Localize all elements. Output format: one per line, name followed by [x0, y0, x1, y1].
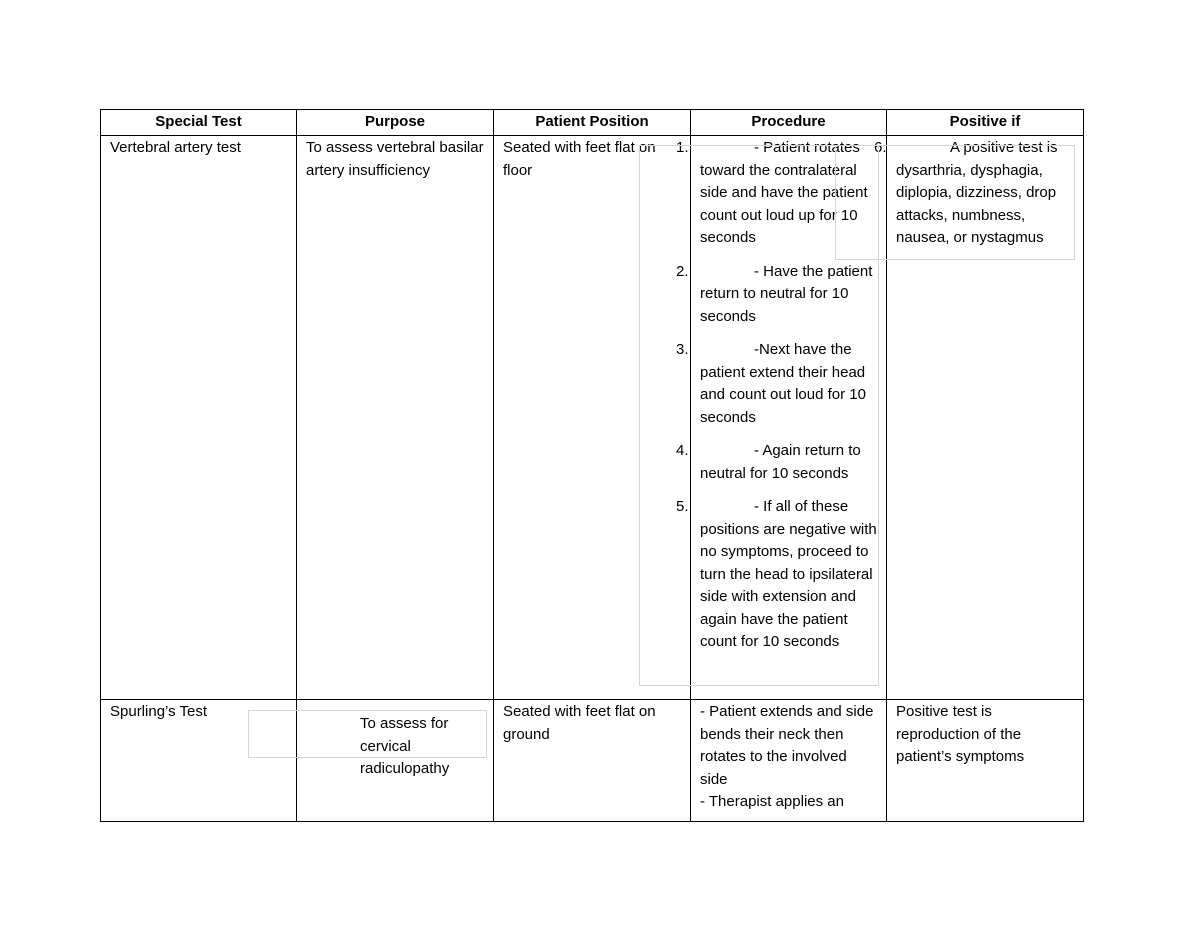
table-row: [101, 136, 1084, 700]
cell-purpose: To assess vertebral basilar artery insufficiency: [297, 136, 494, 700]
procedure-line: - Patient extends and side bends their neck then rotates to the involved side: [700, 703, 874, 788]
cell-positive-if: Positive test is reproduction of the patient’s symptoms: [887, 700, 1084, 822]
cell-test-name: Vertebral artery test: [101, 136, 297, 700]
step-text: - If all of these positions are negative with no symptoms, proceed to turn the head to ipsilateral side with extension and again have the patient count for 10 seconds: [700, 498, 877, 650]
cell-test-name: Spurling’s Test: [101, 700, 297, 822]
cell-positive-if: [874, 136, 1084, 700]
cell-purpose: [297, 700, 494, 822]
positive-text: A positive test is dysarthria, dysphagia, diplopia, dizziness, drop attacks, numbness, nausea, or nystagmus: [896, 139, 1058, 246]
header-patient-position: Patient Position: [494, 110, 691, 136]
procedure-step: [676, 496, 877, 654]
procedure-step: [676, 261, 877, 329]
header-special-test: Special Test: [101, 110, 297, 136]
step-text: - Patient rotates toward the contralateral side and have the patient count out loud up for 10 seconds: [700, 139, 868, 246]
header-procedure: Procedure: [691, 110, 887, 136]
step-number: 6.: [874, 139, 887, 156]
header-positive-if: Positive if: [887, 110, 1084, 136]
procedure-step: [676, 440, 877, 485]
step-number: 1.: [676, 139, 689, 156]
step-text: - Again return to neutral for 10 seconds: [700, 442, 861, 482]
cell-procedure: [691, 700, 887, 822]
special-tests-table: [100, 109, 1084, 822]
positive-step: [874, 137, 1074, 250]
table-row: [101, 700, 1084, 822]
step-text: -Next have the patient extend their head and count out loud for 10 seconds: [700, 341, 866, 426]
step-number: 4.: [676, 442, 689, 459]
step-number: 5.: [676, 498, 689, 515]
cell-position: Seated with feet flat on floor: [494, 136, 691, 700]
header-row: [101, 110, 1084, 136]
cell-procedure: [676, 136, 887, 700]
procedure-step: [676, 339, 877, 429]
procedure-step: [676, 137, 877, 250]
procedure-line: - Therapist applies an: [700, 793, 844, 810]
header-purpose: Purpose: [297, 110, 494, 136]
step-number: 2.: [676, 262, 689, 280]
step-number: 3.: [676, 341, 689, 358]
purpose-text: To assess for cervical radiculopathy: [360, 715, 450, 777]
step-text: - Have the patient return to neutral for 10 seconds: [700, 262, 873, 325]
cell-position: Seated with feet flat on ground: [494, 700, 691, 822]
